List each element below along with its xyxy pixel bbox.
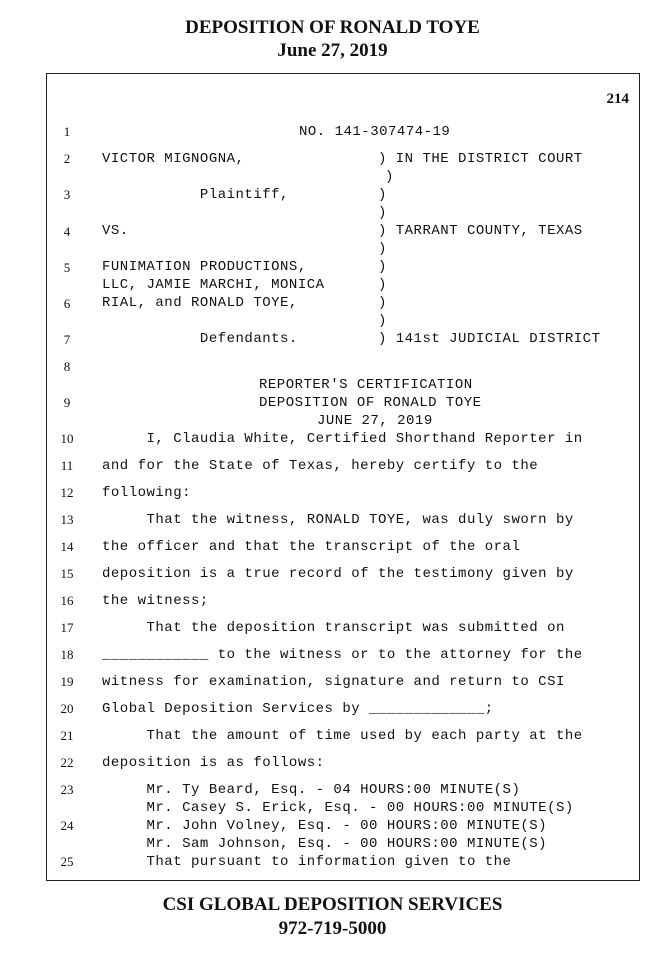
caption-line: Plaintiff, ) (102, 187, 387, 203)
line-number: 10 (60, 431, 74, 446)
line-number: 15 (60, 566, 74, 581)
time-used-line: Mr. Ty Beard, Esq. - 04 HOURS:00 MINUTE(S) (102, 782, 521, 798)
time-used-line: Mr. John Volney, Esq. - 00 HOURS:00 MINUTE(S) (102, 818, 548, 834)
line-number: 23 (60, 782, 74, 797)
cause-number: NO. 141-307474-19 (299, 124, 451, 140)
line-number: 3 (63, 187, 71, 202)
line-number: 22 (60, 755, 74, 770)
caption-line: RIAL, and RONALD TOYE, ) (102, 295, 387, 311)
line-number: 25 (60, 854, 74, 869)
line-number: 2 (63, 151, 71, 166)
transcript-line: ____________ to the witness or to the attorney for the (102, 647, 583, 663)
line-number: 12 (60, 485, 74, 500)
footer-company: CSI GLOBAL DEPOSITION SERVICES (162, 894, 503, 915)
transcript-line: deposition is as follows: (102, 755, 325, 771)
transcript-line: That the amount of time used by each party at the (102, 728, 583, 744)
line-number: 21 (60, 728, 74, 743)
transcript-line: deposition is a true record of the testimony given by (102, 566, 574, 582)
line-number: 19 (60, 674, 74, 689)
line-number: 5 (63, 260, 71, 275)
line-number: 7 (63, 332, 71, 347)
transcript-line: Global Deposition Services by _____________; (102, 701, 494, 717)
line-number: 4 (63, 224, 71, 239)
transcript-page (46, 73, 640, 881)
line-number: 16 (60, 593, 74, 608)
transcript-line: I, Claudia White, Certified Shorthand Reporter in (102, 431, 583, 447)
time-used-line: Mr. Casey S. Erick, Esq. - 00 HOURS:00 MINUTE(S) (102, 800, 574, 816)
caption-line: VICTOR MIGNOGNA, ) IN THE DISTRICT COURT (102, 151, 583, 167)
transcript-line: That the deposition transcript was submitted on (102, 620, 565, 636)
caption-line: ) (102, 313, 387, 329)
certification-heading: REPORTER'S CERTIFICATION (259, 377, 473, 393)
line-number: 11 (60, 458, 74, 473)
page-number: 214 (606, 91, 629, 107)
line-number: 14 (60, 539, 74, 554)
caption-line: ) (102, 241, 387, 257)
caption-line: ) (385, 169, 394, 185)
transcript-line: That pursuant to information given to the (102, 854, 512, 870)
transcript-line: and for the State of Texas, hereby certify to the (102, 458, 539, 474)
line-number: 17 (60, 620, 74, 635)
transcript-line: the officer and that the transcript of the oral (102, 539, 521, 555)
time-used-line: Mr. Sam Johnson, Esq. - 00 HOURS:00 MINUTE(S) (102, 836, 548, 852)
caption-line: FUNIMATION PRODUCTIONS, ) (102, 259, 387, 275)
transcript-line: following: (102, 485, 192, 501)
caption-line: Defendants. ) 141st JUDICIAL DISTRICT (102, 331, 601, 347)
caption-line: VS. ) TARRANT COUNTY, TEXAS (102, 223, 583, 239)
line-number: 24 (60, 818, 74, 833)
document-date: June 27, 2019 (277, 40, 388, 61)
transcript-line: witness for examination, signature and return to CSI (102, 674, 565, 690)
document-title: DEPOSITION OF RONALD TOYE (185, 17, 480, 38)
line-number: 18 (60, 647, 74, 662)
caption-line: ) (102, 205, 387, 221)
certification-heading: DEPOSITION OF RONALD TOYE (259, 395, 482, 411)
line-number: 20 (60, 701, 74, 716)
footer-phone: 972-719-5000 (278, 918, 387, 939)
line-number: 9 (63, 395, 71, 410)
transcript-line: That the witness, RONALD TOYE, was duly sworn by (102, 512, 574, 528)
certification-heading: JUNE 27, 2019 (317, 413, 433, 429)
line-number: 13 (60, 512, 74, 527)
line-number: 8 (63, 359, 71, 374)
line-number: 6 (63, 296, 71, 311)
line-number: 1 (63, 124, 71, 139)
transcript-line: the witness; (102, 593, 209, 609)
caption-line: LLC, JAMIE MARCHI, MONICA ) (102, 277, 387, 293)
